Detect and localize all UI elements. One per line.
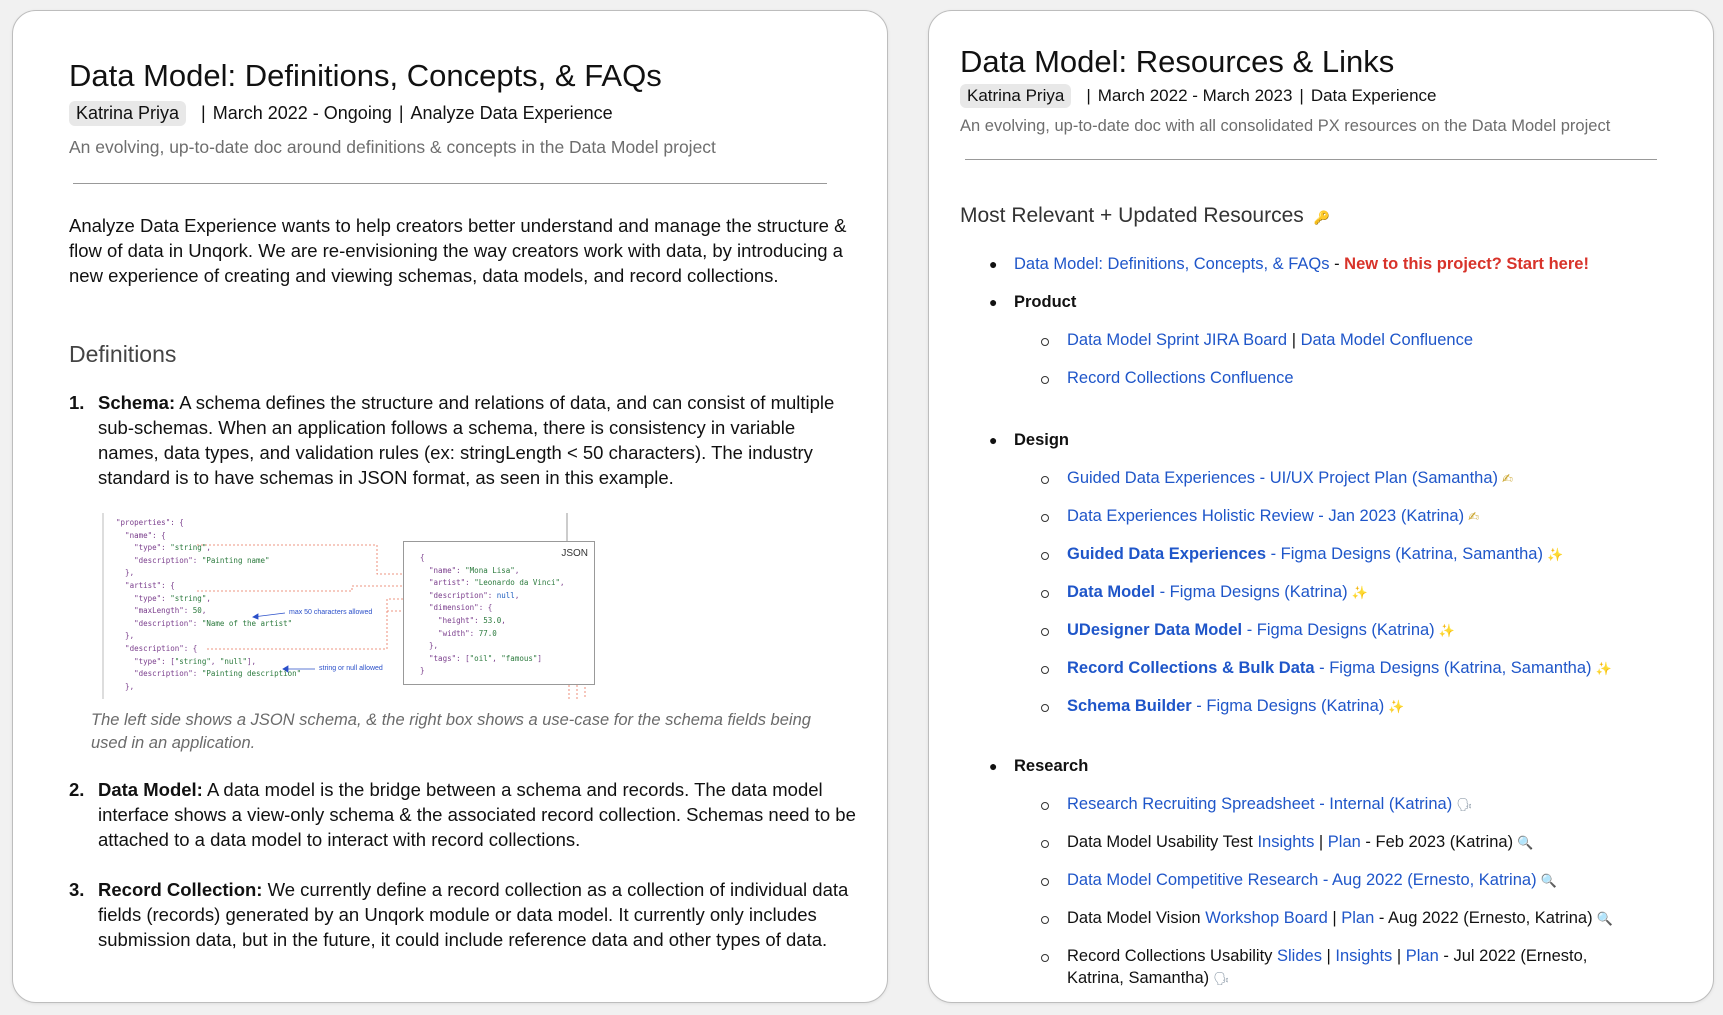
sub-bullet xyxy=(1041,916,1049,924)
sub-bullet xyxy=(1041,802,1049,810)
definition-text: A schema defines the structure and relations of data, and can consist of multiple sub-schemas. When an application follows a schema, there is consistency in variable names, data types, and validation rules (ex: stringLength < 50 characters). The industry standard is to have schemas in JSON format, as seen in this example. xyxy=(98,392,835,488)
start-here-note: New to this project? Start here! xyxy=(1344,255,1589,273)
figma-link-title: UDesigner Data Model xyxy=(1067,621,1243,639)
plan-link[interactable]: Plan xyxy=(1405,947,1439,965)
sparkles-icon: ✨ xyxy=(1351,585,1368,600)
sparkles-icon: ✨ xyxy=(1546,547,1564,562)
meta-divider: | xyxy=(398,103,404,123)
json-example-box xyxy=(403,541,595,685)
list-item xyxy=(1067,871,1557,890)
figma-link-title: Guided Data Experiences xyxy=(1067,545,1266,563)
json-example-code: { "name": "Mona Lisa", "artist": "Leonardo da Vinci", "description": null, "dimension": { "height": 53.0, "width": 77.0 }, "tags": ["oil", "famous"] } xyxy=(420,553,565,676)
dash: - xyxy=(1329,255,1345,273)
null-allowed-annotation: string or null allowed xyxy=(319,665,383,672)
figma-link-detail: - Figma Designs (Katrina, Samantha) xyxy=(1266,545,1543,563)
doc-date: March 2022 - Ongoing xyxy=(212,103,392,123)
research-label: Research xyxy=(1014,757,1089,775)
definitions-doc-link[interactable]: Data Model: Definitions, Concepts, & FAQs xyxy=(1014,255,1330,273)
sparkles-icon: ✨ xyxy=(1438,623,1455,638)
sub-bullet xyxy=(1041,704,1049,712)
author-chip[interactable]: Katrina Priya xyxy=(69,101,186,126)
list-item xyxy=(1067,545,1563,564)
link-separator: | xyxy=(1327,909,1342,927)
figma-link[interactable] xyxy=(1067,659,1592,677)
bullet: ● xyxy=(989,256,998,272)
definition-text: A data model is the bridge between a schema and records. The data model interface shows a view-only schema & the associated record collection. Schemas need to be attached to a data model to interact with record collections. xyxy=(98,779,856,850)
list-item xyxy=(1067,909,1613,928)
writing-hand-icon: ✍ xyxy=(1502,471,1513,486)
speaking-head-icon: 🗣 xyxy=(1213,971,1230,986)
magnifier-icon: 🔍 xyxy=(1540,873,1557,888)
item-text: - Jul 2022 (Ernesto, xyxy=(1438,947,1588,965)
list-number: 2. xyxy=(69,779,85,800)
product-label: Product xyxy=(1014,293,1077,311)
page-title: Data Model: Definitions, Concepts, & FAQs xyxy=(69,58,662,93)
doc-date: March 2022 - March 2023 xyxy=(1097,86,1293,105)
figma-link-detail: - Figma Designs (Katrina) xyxy=(1155,583,1348,601)
key-icon: 🔑 xyxy=(1313,210,1330,225)
resources-heading xyxy=(960,204,1330,228)
list-item xyxy=(1067,659,1612,678)
slides-link[interactable]: Slides xyxy=(1277,947,1322,965)
list-number: 1. xyxy=(69,392,85,413)
sub-bullet xyxy=(1041,954,1049,962)
record-collections-confluence-link[interactable]: Record Collections Confluence xyxy=(1067,369,1294,387)
sub-bullet xyxy=(1041,840,1049,848)
definition-term: Schema: xyxy=(98,392,176,413)
list-number: 3. xyxy=(69,879,85,900)
holistic-review-link[interactable]: Data Experiences Holistic Review - Jan 2023 (Katrina) xyxy=(1067,507,1465,525)
link-separator: | xyxy=(1314,833,1328,851)
definition-data-model xyxy=(69,777,859,852)
doc-team: Data Experience xyxy=(1310,86,1437,105)
list-item-start-here xyxy=(1014,255,1589,274)
item-text: - Feb 2023 (Katrina) xyxy=(1360,833,1514,851)
recruiting-spreadsheet-link[interactable]: Research Recruiting Spreadsheet - Internal (Katrina) xyxy=(1067,795,1453,813)
figma-link-title: Schema Builder xyxy=(1067,697,1192,715)
definitions-heading: Definitions xyxy=(69,341,177,367)
link-separator: | xyxy=(1287,331,1301,349)
list-item xyxy=(1067,947,1587,966)
list-item xyxy=(1067,833,1533,852)
figma-link-detail: - Figma Designs (Katrina, Samantha) xyxy=(1314,659,1592,677)
insights-link[interactable]: Insights xyxy=(1257,833,1315,851)
figma-link-detail: - Figma Designs (Katrina) xyxy=(1191,697,1385,715)
figma-link[interactable] xyxy=(1067,621,1435,639)
bullet: ● xyxy=(989,432,998,448)
doc-card-definitions xyxy=(12,10,888,1003)
definition-schema xyxy=(69,390,859,490)
json-label: JSON xyxy=(561,548,588,559)
sub-bullet xyxy=(1041,376,1049,384)
item-text: Data Model Usability Test xyxy=(1067,833,1258,851)
sub-bullet xyxy=(1041,338,1049,346)
list-item xyxy=(1067,621,1455,640)
sub-bullet xyxy=(1041,666,1049,674)
figma-link-detail: - Figma Designs (Katrina) xyxy=(1242,621,1435,639)
doc-team: Analyze Data Experience xyxy=(410,103,613,123)
doc-subtitle: An evolving, up-to-date doc with all consolidated PX resources on the Data Model project xyxy=(960,117,1611,135)
sub-bullet xyxy=(1041,552,1049,560)
doc-meta xyxy=(960,84,1437,108)
sub-bullet xyxy=(1041,476,1049,484)
author-chip[interactable]: Katrina Priya xyxy=(960,84,1071,108)
plan-link[interactable]: Plan xyxy=(1327,833,1361,851)
confluence-link[interactable]: Data Model Confluence xyxy=(1300,331,1474,349)
list-item xyxy=(1067,469,1513,488)
figma-link-title: Record Collections & Bulk Data xyxy=(1067,659,1315,677)
list-item xyxy=(1067,795,1473,814)
sub-bullet xyxy=(1041,628,1049,636)
figma-link[interactable] xyxy=(1067,583,1348,601)
figma-link-title: Data Model xyxy=(1067,583,1156,601)
item-text: - Aug 2022 (Ernesto, Katrina) xyxy=(1374,909,1593,927)
max-length-annotation: max 50 characters allowed xyxy=(289,609,373,616)
meta-divider: | xyxy=(1086,86,1091,105)
doc-subtitle: An evolving, up-to-date doc around definitions & concepts in the Data Model project xyxy=(69,137,716,157)
doc-card-resources xyxy=(928,10,1714,1003)
list-item-continued xyxy=(1067,969,1230,988)
definition-term: Data Model: xyxy=(98,779,203,800)
figma-link[interactable] xyxy=(1067,697,1384,715)
definition-term: Record Collection: xyxy=(98,879,263,900)
intro-paragraph: Analyze Data Experience wants to help creators better understand and manage the structure & flow of data in Unqork. We are re-envisioning the way creators work with data, by introducing a new experience of creating and viewing schemas, data models, and record collections. xyxy=(69,215,847,286)
resources-heading-text: Most Relevant + Updated Resources xyxy=(960,204,1304,227)
divider xyxy=(965,159,1657,160)
link-separator: | xyxy=(1392,947,1406,965)
figure-caption: The left side shows a JSON schema, & the right box shows a use-case for the schema fields being used in an application. xyxy=(91,711,811,752)
list-item xyxy=(1067,583,1368,602)
sparkles-icon: ✨ xyxy=(1595,661,1612,676)
doc-meta xyxy=(69,101,613,126)
sub-bullet xyxy=(1041,590,1049,598)
list-item xyxy=(1067,369,1294,388)
workshop-board-link[interactable]: Workshop Board xyxy=(1205,909,1328,927)
list-item xyxy=(1067,697,1404,716)
competitive-research-link[interactable]: Data Model Competitive Research - Aug 2022 (Ernesto, Katrina) xyxy=(1067,871,1537,889)
plan-link[interactable]: Plan xyxy=(1341,909,1375,927)
meta-divider: | xyxy=(201,103,206,123)
jira-board-link[interactable]: Data Model Sprint JIRA Board xyxy=(1067,331,1288,349)
page-title: Data Model: Resources & Links xyxy=(960,44,1395,79)
item-text: Katrina, Samantha) xyxy=(1067,969,1210,987)
bullet: ● xyxy=(989,758,998,774)
magnifier-icon: 🔍 xyxy=(1596,911,1613,926)
insights-link[interactable]: Insights xyxy=(1335,947,1393,965)
writing-hand-icon: ✍ xyxy=(1468,509,1479,524)
schema-example-figure xyxy=(97,513,597,699)
sub-bullet xyxy=(1041,878,1049,886)
link-separator: | xyxy=(1321,947,1336,965)
figma-link[interactable] xyxy=(1067,545,1543,563)
sparkles-icon: ✨ xyxy=(1388,699,1405,714)
list-item xyxy=(1067,507,1479,526)
list-item xyxy=(1067,331,1473,350)
item-text: Data Model Vision xyxy=(1067,909,1206,927)
sub-bullet xyxy=(1041,514,1049,522)
definition-record-collection xyxy=(69,877,859,952)
speaking-head-icon: 🗣 xyxy=(1456,797,1473,812)
definition-text: We currently define a record collection as a collection of individual data fields (records) generated by an Unqork module or data model. It currently only includes submission data, but in the future, it could include reference data and other types of data. xyxy=(98,879,849,950)
project-plan-link[interactable]: Guided Data Experiences - UI/UX Project Plan (Samantha) xyxy=(1067,469,1499,487)
design-label: Design xyxy=(1014,431,1070,449)
json-schema-code: "properties": { "name": { "type": "string", "description": "Painting name" }, "artist": { "type": "string", "maxLength": 50, "description": "Name of the artist" }, "description": { "type": ["string", "null"], "description": "Painting description" }, xyxy=(116,518,302,691)
magnifier-icon: 🔍 xyxy=(1517,835,1534,850)
divider xyxy=(73,183,827,184)
bullet: ● xyxy=(989,294,998,310)
item-text: Record Collections Usability xyxy=(1067,947,1277,965)
meta-divider: | xyxy=(1299,86,1304,105)
